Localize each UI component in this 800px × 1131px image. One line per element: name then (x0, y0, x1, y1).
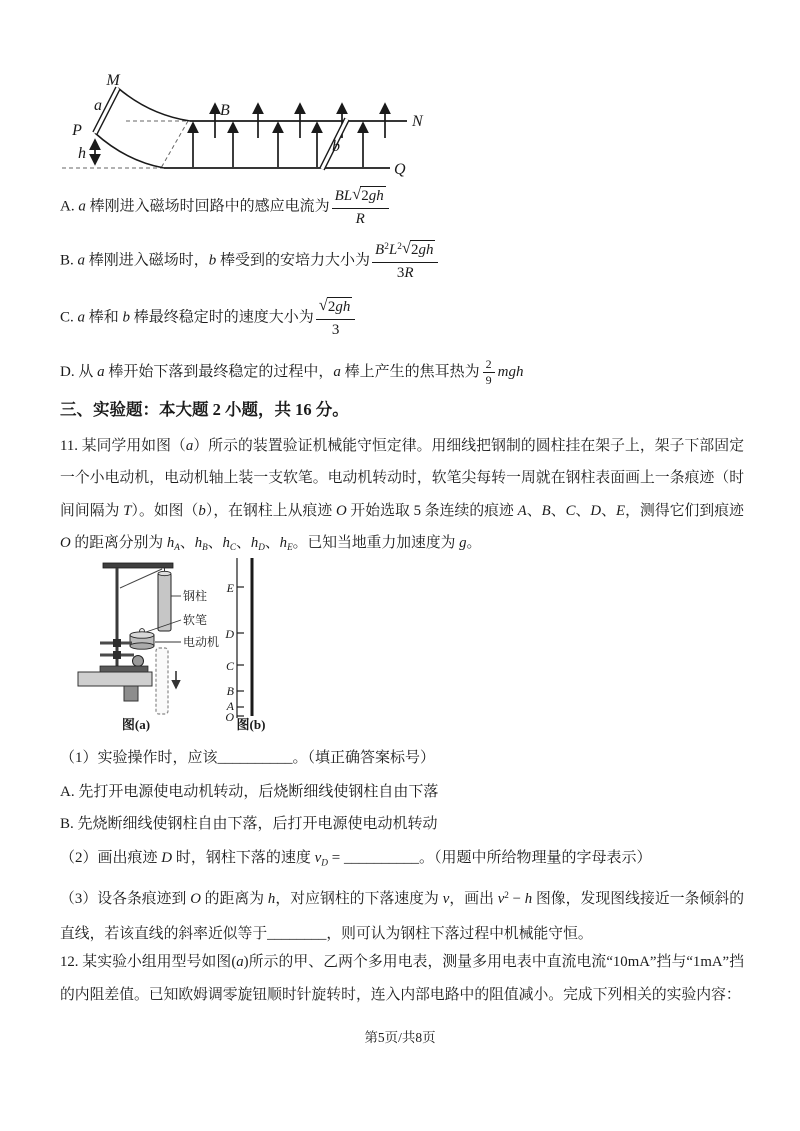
label-b-field: B (220, 102, 230, 119)
q10-option-a: A. a 棒刚进入磁场时回路中的感应电流为 BL √ 2gh R (60, 186, 744, 228)
trace-mark-e: E (226, 581, 234, 595)
trace-mark-b: B (226, 684, 234, 698)
counterweight-ball (133, 656, 144, 667)
rails-field-diagram (60, 55, 440, 190)
label-steel-cylinder: 钢柱 (183, 589, 208, 603)
label-n: N (412, 113, 423, 130)
steel-cylinder-hanging (158, 568, 171, 631)
base (78, 666, 152, 701)
label-h: h (78, 145, 86, 162)
label-soft-pen: 软笔 (183, 613, 208, 627)
label-b-rod: b (332, 138, 340, 155)
trace-ruler (224, 558, 252, 724)
label-p: P (72, 122, 82, 139)
experiment-apparatus-figure (70, 552, 310, 742)
section-header: 三、实验题：本大题 2 小题，共 16 分。 (60, 400, 349, 419)
falling-cylinder-ghost (156, 648, 176, 714)
trace-mark-d: D (225, 627, 234, 641)
caption-figure-a: 图(a) (121, 717, 151, 732)
q11-choice-b: B. 先烧断细线使钢柱自由下落，后打开电源使电动机转动 (60, 816, 438, 832)
caption-figure-b: 图(b) (236, 717, 266, 732)
label-q: Q (394, 161, 406, 178)
q11-sub2: （2）画出痕迹 D 时，钢柱下落的速度 $v_D$ = __________。（用题中所给物理量的字母表示） (60, 850, 652, 869)
q10-option-c: C. a 棒和 b 棒最终稳定时的速度大小为 √ 2gh 3 (60, 297, 744, 339)
trace-mark-a: A (226, 699, 234, 713)
q10-option-b: B. a 棒刚进入磁场时，b 棒受到的安培力大小为 $B^2L^2$ √ 2gh 3R (60, 240, 744, 282)
q11-sub3: （3）设各条痕迹到 O 的距离为 h，对应钢柱的下落速度为 v，画出 $v^2 - h$ 图像，发现图线接近一条倾斜的直线，若该直线的斜率近似等于________，则可认为钢柱下落过程中机械能守恒。 (60, 890, 745, 943)
label-a: a (94, 97, 102, 114)
label-motor: 电动机 (183, 635, 220, 649)
q12-intro: 12. 某实验小组用型号如图(a)所示的甲、乙两个多用电表，测量多用电表中直流电流“10mA”挡与“1mA”挡的内阻差值。已知欧姆调零旋钮顺时针旋转时，连入内部电路中的阻值减小。完成下列相关的实验内容： (60, 954, 744, 1003)
label-m: M (106, 72, 120, 89)
motor-with-pen (130, 629, 154, 650)
q11-intro: 11. 某同学用如图（a）所示的装置验证机械能守恒定律。用细线把钢制的圆柱挂在架子上，架子下部固定一个小电动机，电动机轴上装一支软笔。电动机转动时，软笔尖每转一周就在钢柱表面画上一条痕迹（时间间隔为 T）。如图（b），在钢柱上从痕迹 O 开始选取 5 条连续的痕迹 A、B、C、D、E，测得它们到痕迹 O 的距离分别为 $h_A$、$h_B$、$h_C$、$h_D$、$h_E$。已知当地重力加速度为 g。 (60, 438, 744, 553)
page-number: 第5页/共8页 (364, 1030, 436, 1045)
trace-mark-c: C (225, 659, 234, 673)
trace-mark-o: O (225, 710, 234, 724)
trace-ticks (237, 587, 244, 716)
q10-option-d: D. 从 a 棒开始下落到最终稳定的过程中，a 棒上产生的焦耳热为 $\frac{2}{9}$ mgh (60, 357, 524, 388)
q11-choice-a: A. 先打开电源使电动机转动，后烧断细线使钢柱自由下落 (60, 784, 439, 800)
q11-sub1: （1）实验操作时，应该__________。（填正确答案标号） (60, 750, 436, 766)
